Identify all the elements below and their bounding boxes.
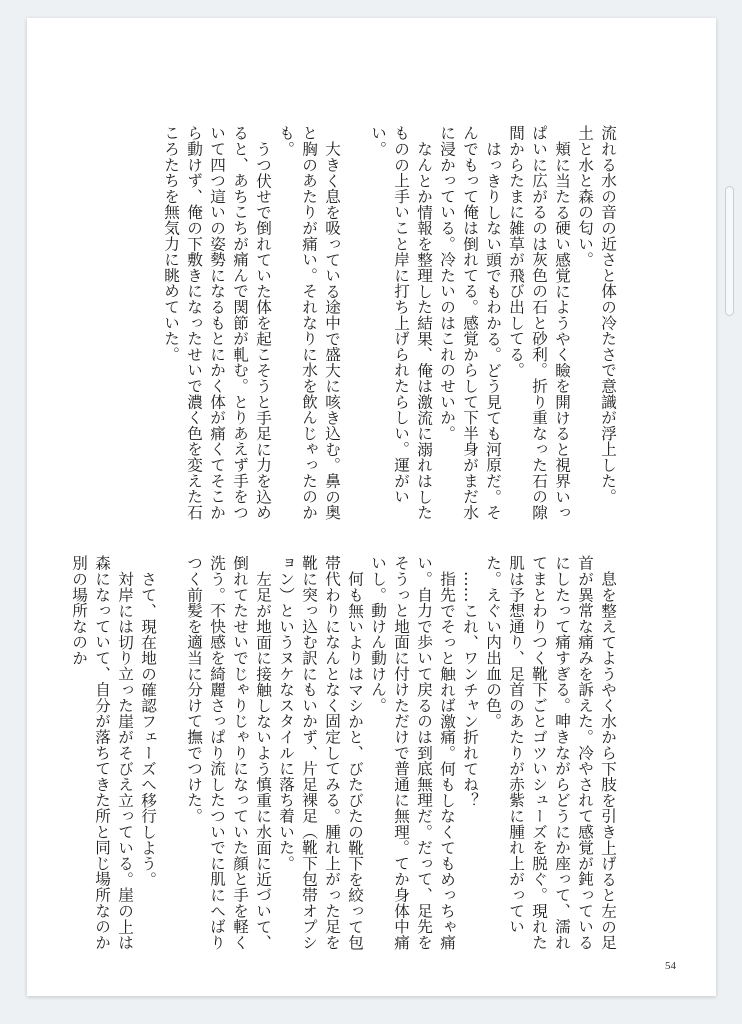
paragraph-spacer bbox=[159, 555, 182, 955]
book-page bbox=[27, 18, 716, 996]
paragraph: 指先でそっと触れば激痛。何もしなくてもめっちゃ痛い。自力で歩いて戻るのは到底無理だ。だって、足先をそうっと地面に付けただけで普通に無理。てか身体中痛いし。動けん動けん。 bbox=[369, 555, 456, 950]
paragraph: 流れる水の音の近さと体の冷たさで意識が浮上した。 bbox=[599, 125, 617, 505]
paragraph: 土と水と森の匂い。 bbox=[576, 125, 594, 268]
paragraph: なんとか情報を整理した結果、俺は激流に溺れはしたものの上手いこと岸に打ち上げられたらしい。運がいい。 bbox=[369, 125, 433, 520]
paragraph: さて、現在地の確認フェーズへ移行しよう。 bbox=[139, 570, 157, 887]
paragraph: 対岸には切り立った崖がそびえ立っている。崖の上は森になっていて、自分が落ちてきた所と同じ場所なのか別の場所なのか bbox=[70, 555, 134, 950]
paragraph: 頬に当たる硬い感覚にようやく瞼を開けると視界いっぱいに広がるのは灰色の石と砂利。折り重なった石の隙間からたまに雑草が飛び出してる。 bbox=[507, 125, 571, 520]
paragraph: 息を整えてようやく水から下肢を引き上げると左の足首が異常な痛みを訴えた。冷やされて感覚が鈍っているにしたって痛すぎる。呻きながらどうにか座って、濡れてまとわりつく靴下ごとゴツいシューズを脱ぐ。現れた肌は予想通り、足首のあたりが赤紫に腫れ上がっていた。えぐい内出血の色。 bbox=[484, 555, 617, 950]
page-number: 54 bbox=[665, 960, 676, 972]
paragraph: ……これ、ワンチャン折れてね？ bbox=[461, 570, 479, 808]
paragraph: 大きく息を吸っている途中で盛大に咳き込む。鼻の奥と胸のあたりが痛い。それなりに水を飲んじゃったのかも。 bbox=[277, 125, 341, 520]
paragraph: はっきりしない頭でもわかる。どう見ても河原だ。そんでもって俺は倒れてる。感覚からして下半身がまだ水に浸かっている。冷たいのはこれのせいか。 bbox=[438, 125, 502, 520]
paragraph: うつ伏せで倒れていた体を起こそうと手足に力を込めると、あちこちが痛んで関節が軋む。とりあえず手をついて四つ這いの姿勢になるもとにかく体が痛くてそこから動けず、俺の下敷きになったせいで濃く色を変えた石ころたちを無気力に眺めていた。 bbox=[162, 125, 272, 520]
paragraph: 左足が地面に接触しないよう慎重に水面に近づいて、倒れてたせいでじゃりじゃりになっていた顔と手を軽く洗う。不快感を綺麗さっぱり流したついでに肌にへばりつく前髪を適当に分けて撫でつけた。 bbox=[185, 555, 272, 950]
vertical-scrollbar[interactable] bbox=[725, 186, 734, 316]
text-block-bottom bbox=[67, 555, 619, 955]
paragraph-spacer bbox=[343, 125, 366, 520]
paragraph: 何も無いよりはマシかと、びたびたの靴下を絞って包帯代わりになんとなく固定してみる。腫れ上がった足を靴に突っ込む訳にもいかず、片足裸足（靴下包帯オプション）というヌケなスタイルに落ち着いた。 bbox=[277, 555, 364, 950]
text-block-top bbox=[159, 125, 619, 520]
